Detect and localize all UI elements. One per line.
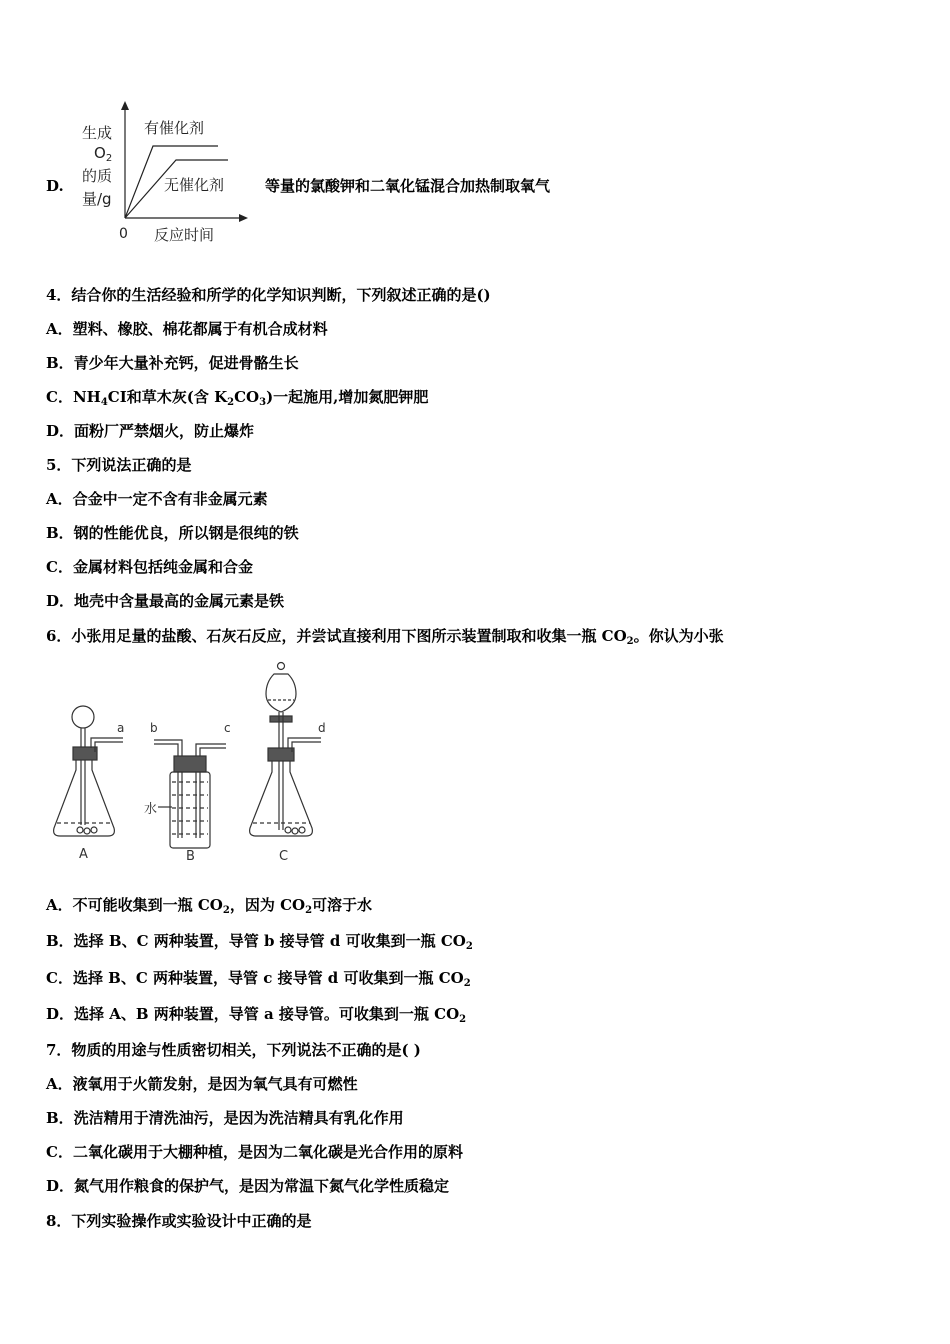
apparatus-c-flask [250, 761, 313, 836]
graph-label-without-catalyst: 无催化剂 [164, 176, 225, 194]
q5-option-c: C．金属材料包括纯金属和合金 [46, 558, 253, 576]
graph-y-arrow [121, 101, 129, 110]
q6-option-d: D．选择 A、B 两种装置，导管 a 接导管。可收集到一瓶 $CO_2$ [46, 1005, 467, 1025]
q6-apparatus-figure [46, 660, 346, 870]
q5-option-b: B．钢的性能优良，所以钢是很纯的铁 [46, 524, 299, 542]
q8-stem: 8．下列实验操作或实验设计中正确的是 [46, 1212, 312, 1230]
apparatus-c [250, 663, 321, 837]
q4-option-b: B．青少年大量补充钙，促进骨骼生长 [46, 354, 299, 372]
q4-stem: 4．结合你的生活经验和所学的化学知识判断，下列叙述正确的是() [46, 286, 491, 304]
q6-option-a: A．不可能收集到一瓶 $CO_2$，因为 $CO_2$可溶于水 [46, 896, 373, 916]
apparatus-label-d-tube: d [318, 721, 326, 735]
q7-option-a: A．液氧用于火箭发射，是因为氧气具有可燃性 [46, 1075, 358, 1093]
apparatus-label-b-tube: b [150, 721, 158, 735]
apparatus-label-a-tube: a [117, 721, 125, 735]
q3-option-d-letter: D. [46, 177, 64, 195]
apparatus-b-stopper [174, 756, 206, 772]
q7-option-d: D．氮气用作粮食的保护气，是因为常温下氮气化学性质稳定 [46, 1177, 450, 1195]
q7-option-b: B．洗洁精用于清洗油污，是因为洗洁精具有乳化作用 [46, 1109, 404, 1127]
apparatus-label-a: A [79, 847, 88, 862]
q3-catalyst-graph [78, 98, 248, 248]
graph-x-arrow [239, 214, 248, 222]
apparatus-a [54, 706, 123, 836]
q6-option-b: B．选择 B、C 两种装置，导管 b 接导管 d 可收集到一瓶 $CO_2$ [46, 932, 473, 952]
q7-stem: 7．物质的用途与性质密切相关，下列说法不正确的是( ) [46, 1041, 421, 1059]
apparatus-label-c: C [279, 849, 289, 864]
apparatus-c-funnel [266, 674, 296, 712]
apparatus-label-c-tube: c [224, 721, 231, 735]
q4-option-d: D．面粉厂严禁烟火，防止爆炸 [46, 422, 255, 440]
q5-option-a: A．合金中一定不含有非金属元素 [46, 490, 268, 508]
q6-option-c: C．选择 B、C 两种装置，导管 c 接导管 d 可收集到一瓶 $CO_2$ [46, 969, 471, 989]
q5-option-d: D．地壳中含量最高的金属元素是铁 [46, 592, 285, 610]
apparatus-a-stopper [73, 747, 97, 760]
apparatus-c-stopper [268, 748, 294, 761]
q6-stem: 6．小张用足量的盐酸、石灰石反应，并尝试直接利用下图所示装置制取和收集一瓶 $CO_2$。你认为小张 [46, 627, 724, 647]
graph-y-label-line1: 生成 [82, 124, 113, 142]
q4-option-a: A．塑料、橡胶、棉花都属于有机合成材料 [46, 320, 328, 338]
q3-option-d-text: 等量的氯酸钾和二氧化锰混合加热制取氧气 [265, 177, 551, 195]
apparatus-a-flask [54, 760, 115, 836]
q5-stem: 5．下列说法正确的是 [46, 456, 192, 474]
graph-origin: 0 [119, 226, 128, 242]
graph-y-label-line4: 量/g [82, 190, 112, 208]
graph-label-with-catalyst: 有催化剂 [144, 119, 205, 137]
graph-x-label: 反应时间 [154, 226, 215, 244]
graph-y-label-line3: 的质 [82, 167, 113, 185]
q7-option-c: C．二氧化碳用于大棚种植，是因为二氧化碳是光合作用的原料 [46, 1143, 463, 1161]
apparatus-label-water: 水 [144, 802, 158, 817]
apparatus-b-bottle [170, 772, 210, 848]
graph-y-label-line2: $O_2$ [94, 144, 113, 164]
apparatus-b [154, 740, 226, 848]
q4-option-c: C．$NH_4CI$和草木灰(含 $K_2CO_3$)一起施用,增加氮肥钾肥 [46, 388, 429, 408]
apparatus-label-b: B [186, 849, 195, 864]
apparatus-a-bulb [72, 706, 94, 728]
